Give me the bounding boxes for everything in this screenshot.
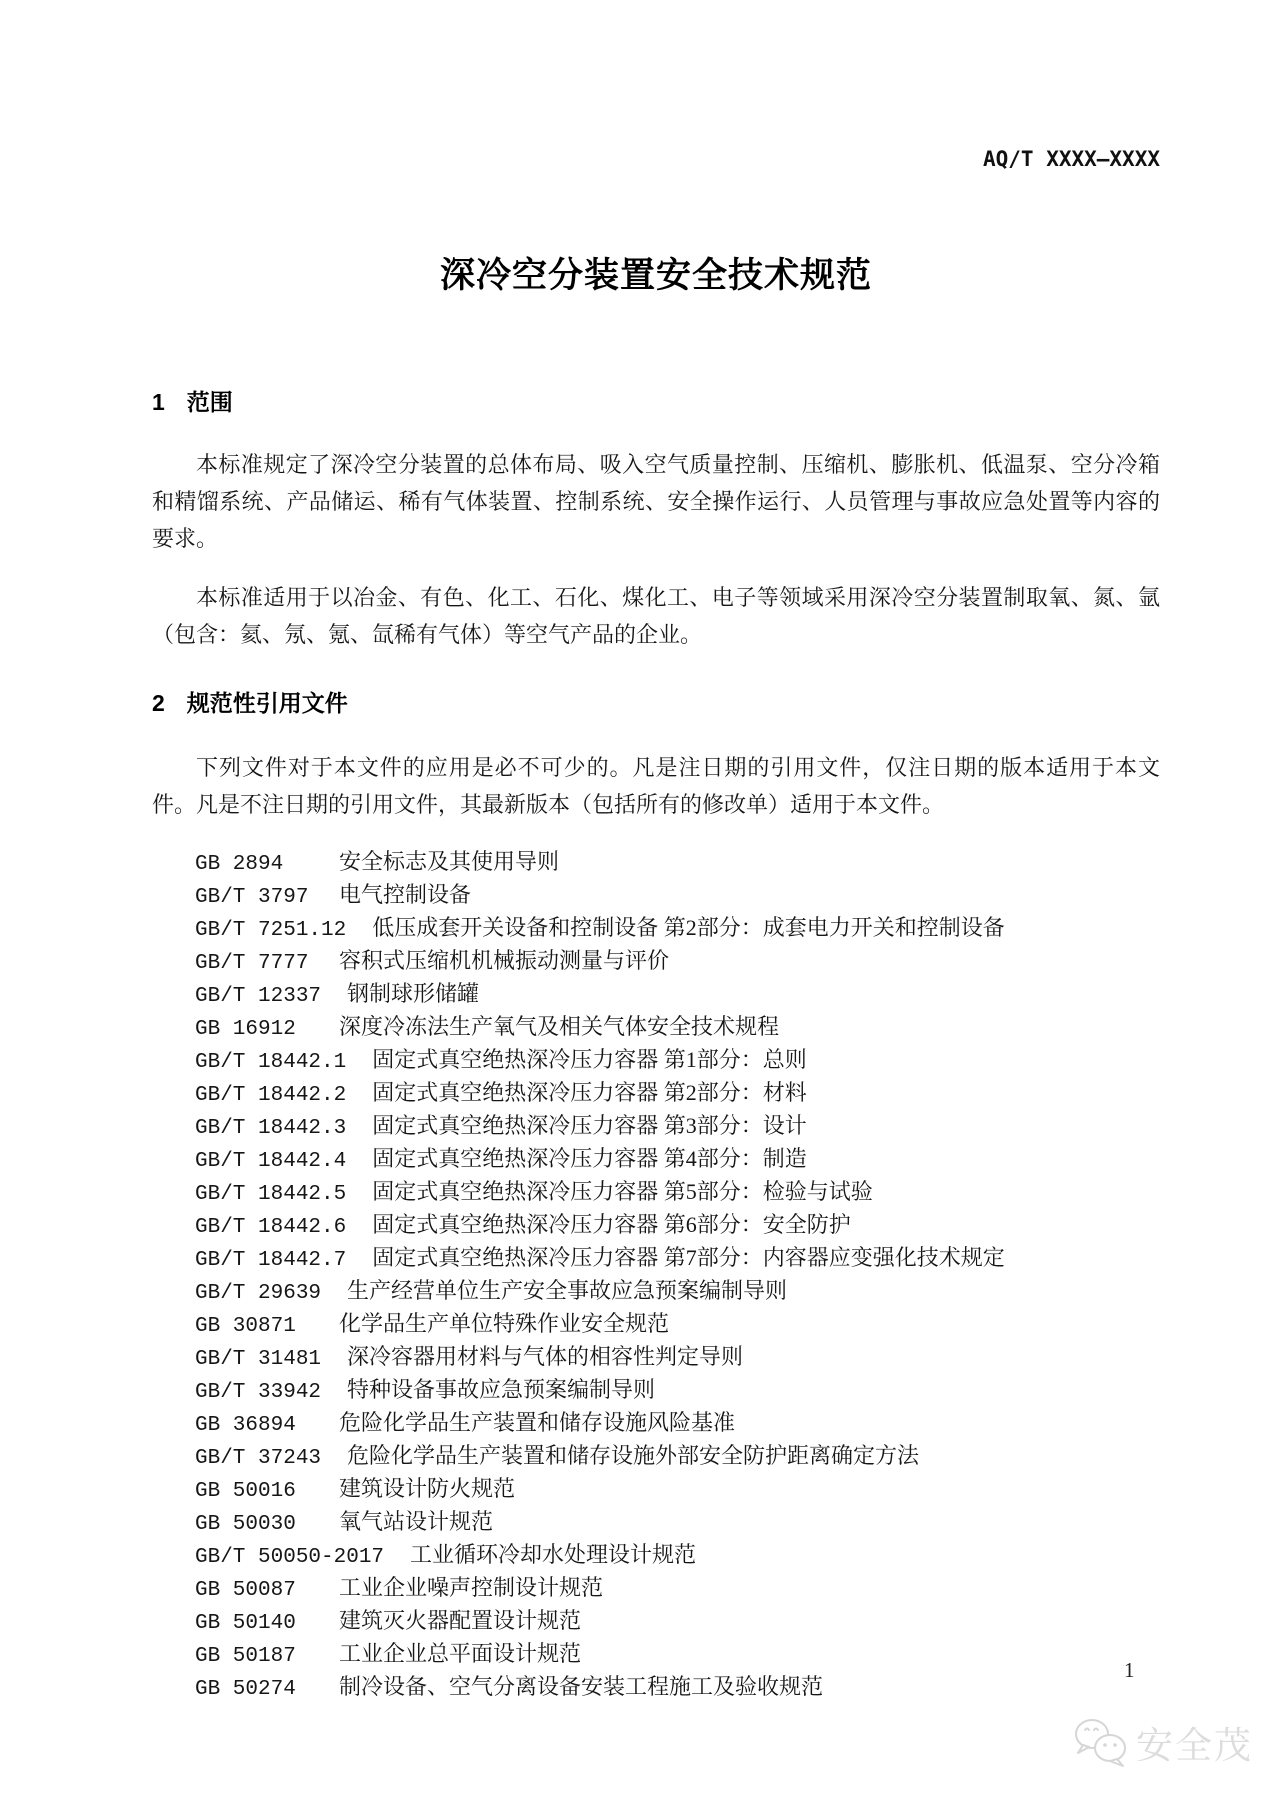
section-number: 1 <box>152 389 165 415</box>
reference-title: 制冷设备、空气分离设备安装工程施工及验收规范 <box>339 1674 824 1699</box>
reference-item <box>195 1208 1160 1241</box>
reference-code: GB/T 18442.1 <box>195 1051 347 1074</box>
reference-code: GB 50140 <box>195 1612 296 1635</box>
reference-code: GB/T 37243 <box>195 1447 322 1470</box>
reference-code: GB 50016 <box>195 1480 296 1503</box>
reference-code: GB/T 33942 <box>195 1381 322 1404</box>
reference-item <box>195 1439 1160 1472</box>
reference-code: GB 50030 <box>195 1513 296 1536</box>
watermark-text: 安全茂 <box>1136 1725 1253 1766</box>
reference-item <box>195 1472 1160 1505</box>
paragraph-references-intro: 下列文件对于本文件的应用是必不可少的。凡是注日期的引用文件，仅注日期的版本适用于本文件。凡是不注日期的引用文件，其最新版本（包括所有的修改单）适用于本文件。 <box>152 755 1160 817</box>
reference-title: 化学品生产单位特殊作业安全规范 <box>339 1311 670 1336</box>
reference-title: 固定式真空绝热深冷压力容器 第5部分：检验与试验 <box>372 1179 873 1204</box>
reference-item <box>195 977 1160 1010</box>
reference-code: GB/T 18442.2 <box>195 1084 347 1107</box>
reference-code: GB 16912 <box>195 1018 296 1041</box>
reference-code: GB/T 3797 <box>195 886 309 909</box>
reference-item <box>195 1274 1160 1307</box>
reference-code: GB/T 18442.6 <box>195 1216 347 1239</box>
reference-title: 固定式真空绝热深冷压力容器 第6部分：安全防护 <box>372 1212 851 1237</box>
reference-code: GB/T 7251.12 <box>195 919 347 942</box>
reference-item <box>195 1406 1160 1439</box>
reference-title: 固定式真空绝热深冷压力容器 第4部分：制造 <box>372 1146 807 1171</box>
paragraph-scope-1: 本标准规定了深冷空分装置的总体布局、吸入空气质量控制、压缩机、膨胀机、低温泵、空分冷箱和精馏系统、产品储运、稀有气体装置、控制系统、安全操作运行、人员管理与事故应急处置等内容的要求。 <box>152 452 1160 551</box>
reference-title: 固定式真空绝热深冷压力容器 第1部分：总则 <box>372 1047 807 1072</box>
reference-title: 氧气站设计规范 <box>339 1509 494 1534</box>
reference-item <box>195 944 1160 977</box>
reference-item <box>195 1604 1160 1637</box>
reference-title: 工业企业总平面设计规范 <box>339 1641 582 1666</box>
reference-title: 危险化学品生产装置和储存设施外部安全防护距离确定方法 <box>347 1443 920 1468</box>
reference-title: 固定式真空绝热深冷压力容器 第7部分：内容器应变强化技术规定 <box>372 1245 1005 1270</box>
reference-item <box>195 878 1160 911</box>
reference-code: GB/T 50050-2017 <box>195 1546 385 1569</box>
reference-title: 固定式真空绝热深冷压力容器 第3部分：设计 <box>372 1113 807 1138</box>
reference-title: 深度冷冻法生产氧气及相关气体安全技术规程 <box>339 1014 780 1039</box>
reference-code: GB/T 7777 <box>195 952 309 975</box>
reference-item <box>195 1538 1160 1571</box>
reference-code: GB/T 29639 <box>195 1282 322 1305</box>
reference-code: GB 36894 <box>195 1414 296 1437</box>
reference-code: GB 50087 <box>195 1579 296 1602</box>
reference-item <box>195 1175 1160 1208</box>
reference-title: 工业企业噪声控制设计规范 <box>339 1575 604 1600</box>
reference-code: GB/T 18442.5 <box>195 1183 347 1206</box>
reference-title: 低压成套开关设备和控制设备 第2部分：成套电力开关和控制设备 <box>372 915 1005 940</box>
reference-item <box>195 1373 1160 1406</box>
section-heading-normative-references <box>152 688 1160 718</box>
wechat-icon <box>1072 1716 1130 1775</box>
reference-item <box>195 1010 1160 1043</box>
reference-title: 建筑设计防火规范 <box>339 1476 516 1501</box>
section-heading-scope <box>152 387 1160 417</box>
reference-item <box>195 911 1160 944</box>
reference-code: GB/T 18442.4 <box>195 1150 347 1173</box>
reference-item <box>195 1571 1160 1604</box>
watermark <box>1072 1716 1253 1775</box>
reference-item <box>195 1307 1160 1340</box>
reference-item <box>195 1142 1160 1175</box>
reference-code: GB/T 12337 <box>195 985 322 1008</box>
reference-code: GB/T 31481 <box>195 1348 322 1371</box>
reference-item <box>195 1340 1160 1373</box>
reference-item <box>195 1505 1160 1538</box>
reference-list <box>152 845 1160 1703</box>
paragraph-scope-2: 本标准适用于以冶金、有色、化工、石化、煤化工、电子等领域采用深冷空分装置制取氧、氮、氩（包含：氦、氖、氪、氙稀有气体）等空气产品的企业。 <box>152 585 1160 647</box>
reference-code: GB 50187 <box>195 1645 296 1668</box>
reference-code: GB/T 18442.3 <box>195 1117 347 1140</box>
reference-title: 危险化学品生产装置和储存设施风险基准 <box>339 1410 736 1435</box>
reference-code: GB 50274 <box>195 1678 296 1701</box>
reference-title: 钢制球形储罐 <box>347 981 480 1006</box>
reference-item <box>195 1043 1160 1076</box>
reference-code: GB 2894 <box>195 853 284 876</box>
section-heading-label: 范围 <box>186 389 233 415</box>
reference-title: 固定式真空绝热深冷压力容器 第2部分：材料 <box>372 1080 807 1105</box>
reference-item <box>195 845 1160 878</box>
reference-title: 特种设备事故应急预案编制导则 <box>347 1377 656 1402</box>
reference-title: 深冷容器用材料与气体的相容性判定导则 <box>347 1344 744 1369</box>
reference-item <box>195 1109 1160 1142</box>
reference-code: GB 30871 <box>195 1315 296 1338</box>
page-title: 深冷空分装置安全技术规范 <box>439 256 872 295</box>
reference-title: 容积式压缩机机械振动测量与评价 <box>339 948 670 973</box>
reference-item <box>195 1670 1160 1703</box>
reference-item <box>195 1241 1160 1274</box>
reference-title: 安全标志及其使用导则 <box>339 849 560 874</box>
reference-item <box>195 1076 1160 1109</box>
section-number: 2 <box>152 690 165 716</box>
reference-title: 生产经营单位生产安全事故应急预案编制导则 <box>347 1278 788 1303</box>
reference-title: 建筑灭火器配置设计规范 <box>339 1608 582 1633</box>
reference-item <box>195 1637 1160 1670</box>
section-heading-label: 规范性引用文件 <box>186 690 348 716</box>
reference-title: 电气控制设备 <box>339 882 472 907</box>
reference-code: GB/T 18442.7 <box>195 1249 347 1272</box>
page-number: 1 <box>1124 1658 1135 1682</box>
standard-number: AQ/T XXXX—XXXX <box>982 147 1160 171</box>
reference-title: 工业循环冷却水处理设计规范 <box>410 1542 697 1567</box>
